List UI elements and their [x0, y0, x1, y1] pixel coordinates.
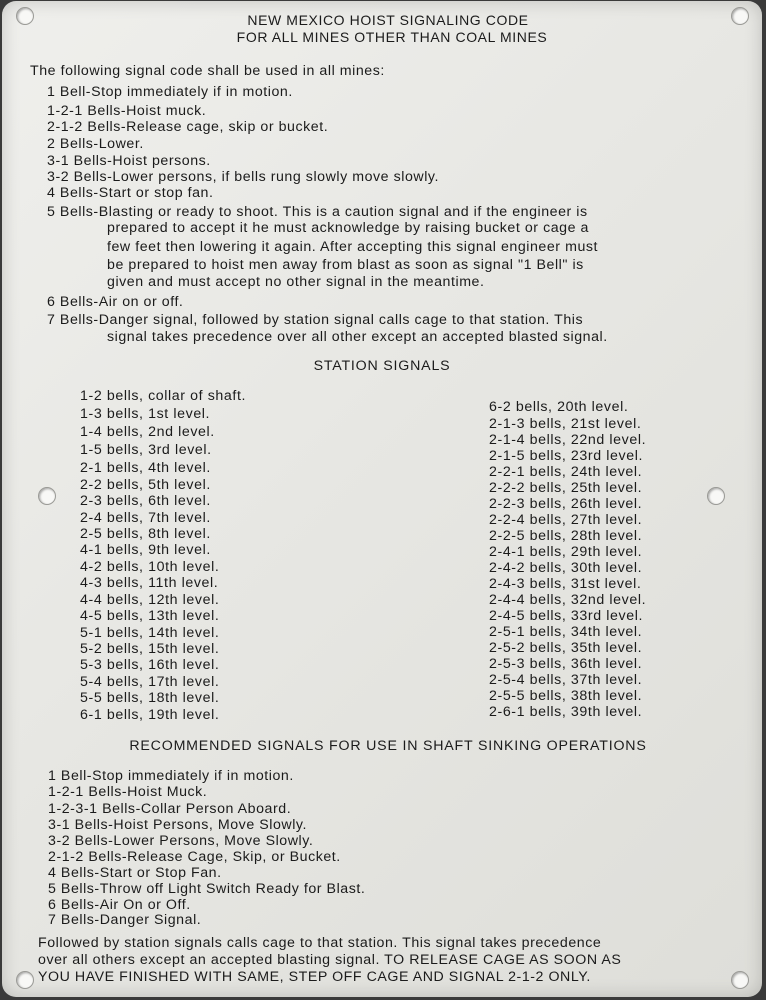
station-signal: 2-5-4 bells, 37th level.: [489, 672, 643, 688]
sinking-signal-item: 3-1 Bells-Hoist Persons, Move Slowly.: [48, 817, 307, 833]
mounting-hole-bottom-right: [731, 971, 749, 989]
station-signal: 4-1 bells, 9th level.: [80, 542, 211, 558]
signal-code-item: 5 Bells-Blasting or ready to shoot. This is a caution signal and if the engineer is: [47, 204, 588, 220]
signal-code-continuation: be prepared to hoist men away from blast as soon as signal "1 Bell" is: [107, 257, 584, 273]
signal-code-item: 3-2 Bells-Lower persons, if bells rung slowly move slowly.: [47, 169, 439, 185]
mounting-hole-mid-left: [38, 487, 56, 505]
signal-code-item: 1 Bell-Stop immediately if in motion.: [47, 84, 293, 100]
station-signal: 2-5-2 bells, 35th level.: [489, 640, 643, 656]
station-signal: 1-3 bells, 1st level.: [80, 406, 211, 422]
station-signal: 5-1 bells, 14th level.: [80, 625, 220, 641]
station-signal: 2-1 bells, 4th level.: [80, 460, 211, 476]
sinking-signal-item: 1 Bell-Stop immediately if in motion.: [48, 768, 294, 784]
signal-code-item: 1-2-1 Bells-Hoist muck.: [47, 103, 207, 119]
station-signal: 6-1 bells, 19th level.: [80, 707, 220, 723]
station-signal: 2-2-5 bells, 28th level.: [489, 528, 643, 544]
footer-line: YOU HAVE FINISHED WITH SAME, STEP OFF CAGE AND SIGNAL 2-1-2 ONLY.: [38, 969, 591, 985]
station-signal: 2-4 bells, 7th level.: [80, 510, 211, 526]
station-signal: 2-4-3 bells, 31st level.: [489, 576, 642, 592]
signal-code-item: 7 Bells-Danger signal, followed by station signal calls cage to that station. This: [47, 312, 584, 328]
signal-code-continuation: given and must accept no other signal in the meantime.: [107, 274, 485, 290]
station-signal: 4-3 bells, 11th level.: [80, 575, 219, 591]
sinking-signal-item: 2-1-2 Bells-Release Cage, Skip, or Bucket.: [48, 849, 341, 865]
sinking-signal-item: 1-2-3-1 Bells-Collar Person Aboard.: [48, 801, 292, 817]
mounting-hole-bottom-left: [16, 971, 34, 989]
sinking-signal-item: 6 Bells-Air On or Off.: [48, 897, 191, 913]
station-signal: 2-1-4 bells, 22nd level.: [489, 432, 647, 448]
signal-code-item: 2 Bells-Lower.: [47, 136, 144, 152]
station-signal: 4-2 bells, 10th level.: [80, 559, 220, 575]
signal-code-continuation: few feet then lowering it again. After accepting this signal engineer must: [107, 239, 599, 255]
signal-code-item: 4 Bells-Start or stop fan.: [47, 185, 214, 201]
station-signal: 1-2 bells, collar of shaft.: [80, 388, 247, 404]
sinking-signals-heading: RECOMMENDED SIGNALS FOR USE IN SHAFT SINKING OPERATIONS: [129, 738, 647, 754]
station-signal: 2-4-2 bells, 30th level.: [489, 560, 643, 576]
station-signal: 2-3 bells, 6th level.: [80, 493, 211, 509]
sinking-signal-item: 4 Bells-Start or Stop Fan.: [48, 865, 222, 881]
station-signal: 2-1-5 bells, 23rd level.: [489, 448, 643, 464]
sinking-signal-item: 7 Bells-Danger Signal.: [48, 912, 202, 928]
station-signal: 2-2-4 bells, 27th level.: [489, 512, 643, 528]
station-signal: 2-2-2 bells, 25th level.: [489, 480, 643, 496]
station-signal: 5-3 bells, 16th level.: [80, 657, 220, 673]
signal-code-item: 3-1 Bells-Hoist persons.: [47, 153, 211, 169]
station-signal: 5-2 bells, 15th level.: [80, 641, 220, 657]
station-signal: 2-5-5 bells, 38th level.: [489, 688, 643, 704]
station-signal: 5-5 bells, 18th level.: [80, 690, 220, 706]
station-signal: 2-4-5 bells, 33rd level.: [489, 608, 643, 624]
mounting-hole-mid-right: [707, 487, 725, 505]
station-signal: 2-5-3 bells, 36th level.: [489, 656, 643, 672]
station-signal: 6-2 bells, 20th level.: [489, 399, 629, 415]
sinking-signal-item: 5 Bells-Throw off Light Switch Ready for Blast.: [48, 881, 366, 897]
title-line-2: FOR ALL MINES OTHER THAN COAL MINES: [236, 29, 548, 45]
station-signal: 1-5 bells, 3rd level.: [80, 442, 212, 458]
station-signal: 4-5 bells, 13th level.: [80, 608, 220, 624]
station-signal: 2-5-1 bells, 34th level.: [489, 624, 643, 640]
station-signal: 2-2-3 bells, 26th level.: [489, 496, 643, 512]
signal-code-item: 6 Bells-Air on or off.: [47, 294, 184, 310]
intro-text: The following signal code shall be used in all mines:: [30, 63, 385, 79]
footer-line: over all others except an accepted blasting signal. TO RELEASE CAGE AS SOON AS: [38, 952, 622, 968]
title-line-1: NEW MEXICO HOIST SIGNALING CODE: [247, 12, 529, 28]
signal-code-continuation: prepared to accept it he must acknowledge by raising bucket or cage a: [107, 220, 589, 236]
station-signal: 2-6-1 bells, 39th level.: [489, 704, 643, 720]
footer-line: Followed by station signals calls cage to that station. This signal takes precedence: [38, 935, 602, 951]
station-signal: 1-4 bells, 2nd level.: [80, 424, 215, 440]
station-signals-heading: STATION SIGNALS: [313, 358, 451, 374]
sinking-signal-item: 1-2-1 Bells-Hoist Muck.: [48, 784, 208, 800]
station-signal: 2-2 bells, 5th level.: [80, 477, 211, 493]
station-signal: 2-2-1 bells, 24th level.: [489, 464, 643, 480]
signal-code-plate: [2, 1, 762, 997]
signal-code-item: 2-1-2 Bells-Release cage, skip or bucket.: [47, 119, 329, 135]
sinking-signal-item: 3-2 Bells-Lower Persons, Move Slowly.: [48, 833, 314, 849]
station-signal: 5-4 bells, 17th level.: [80, 674, 220, 690]
station-signal: 2-1-3 bells, 21st level.: [489, 416, 642, 432]
station-signal: 2-4-1 bells, 29th level.: [489, 544, 643, 560]
station-signal: 2-5 bells, 8th level.: [80, 526, 211, 542]
station-signal: 2-4-4 bells, 32nd level.: [489, 592, 647, 608]
signal-code-continuation: signal takes precedence over all other except an accepted blasted signal.: [107, 329, 608, 345]
station-signal: 4-4 bells, 12th level.: [80, 592, 220, 608]
